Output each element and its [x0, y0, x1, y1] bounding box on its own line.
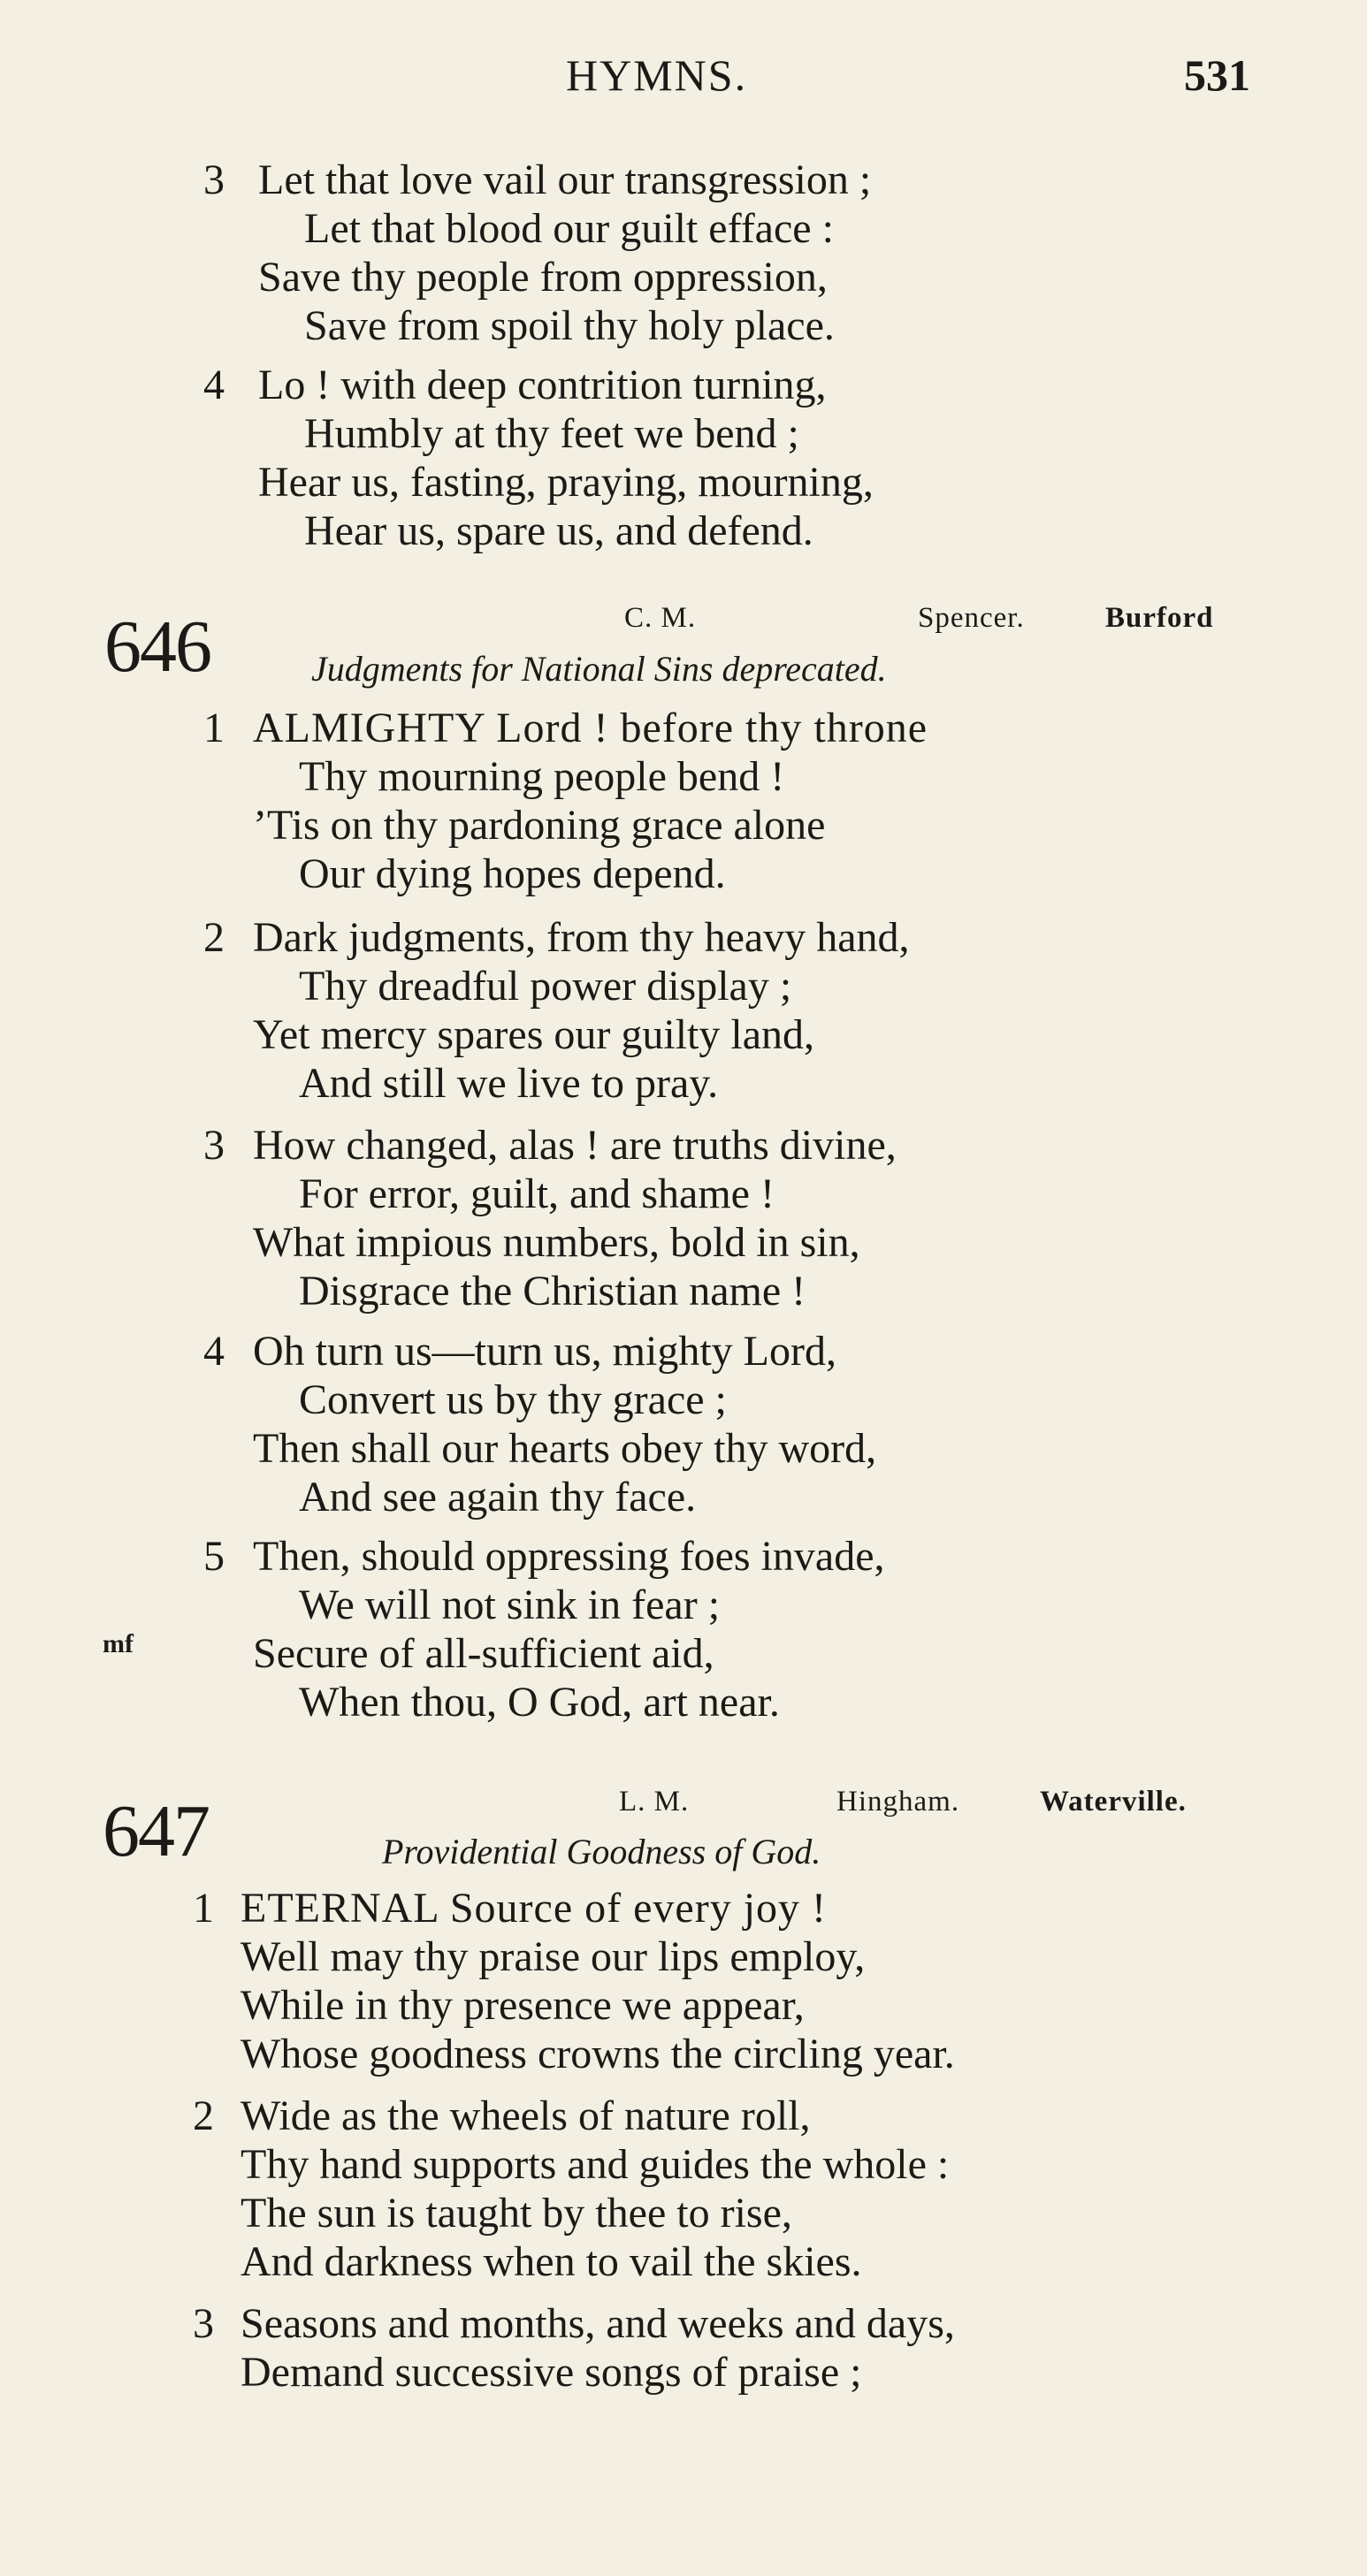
verse-line: Well may thy praise our lips employ,: [241, 1933, 866, 1980]
verse-number: 3: [203, 156, 225, 203]
verse-line: Thy mourning people bend !: [299, 753, 785, 800]
verse-line: Let that blood our guilt efface :: [304, 205, 834, 252]
verse-line: Demand successive songs of praise ;: [241, 2349, 862, 2396]
verse-line: Humbly at thy feet we bend ;: [304, 410, 799, 457]
dynamic-marking: mf: [103, 1629, 134, 1658]
verse-line: And see again thy face.: [299, 1474, 697, 1520]
tune-name: Spencer.: [918, 602, 1025, 634]
verse-line: ALMIGHTY Lord ! before thy throne: [253, 705, 928, 751]
verse-number: 4: [203, 362, 225, 408]
verse-line: What impious numbers, bold in sin,: [253, 1219, 860, 1266]
verse-line: Hear us, spare us, and defend.: [304, 507, 813, 554]
verse-line: Thy hand supports and guides the whole :: [241, 2141, 950, 2188]
verse-line: For error, guilt, and shame !: [299, 1170, 775, 1217]
verse-line: Thy dreadful power display ;: [299, 963, 792, 1010]
verse-line: Dark judgments, from thy heavy hand,: [253, 914, 910, 961]
verse-line: Oh turn us—turn us, mighty Lord,: [253, 1328, 836, 1375]
verse-number: 1: [193, 1885, 214, 1932]
verse-line: The sun is taught by thee to rise,: [241, 2190, 792, 2237]
verse-line: We will not sink in fear ;: [299, 1581, 721, 1628]
verse-line: Save from spoil thy holy place.: [304, 302, 835, 349]
running-header-title: HYMNS.: [566, 50, 748, 100]
verse-line: Then shall our hearts obey thy word,: [253, 1425, 877, 1472]
hymn-number: 646: [104, 606, 210, 688]
page-number: 531: [1184, 50, 1250, 100]
hymn-number: 647: [103, 1790, 209, 1872]
verse-number: 1: [203, 705, 225, 751]
verse-line: Then, should oppressing foes invade,: [253, 1533, 885, 1580]
tune-name: Waterville.: [1040, 1786, 1187, 1818]
verse-line: ’Tis on thy pardoning grace alone: [253, 802, 826, 849]
verse-line: Our dying hopes depend.: [299, 850, 726, 897]
verse-line: Lo ! with deep contrition turning,: [258, 362, 827, 408]
hymn-title: Providential Goodness of God.: [382, 1832, 821, 1871]
verse-line: Whose goodness crowns the circling year.: [241, 2031, 955, 2077]
verse-line: Seasons and months, and weeks and days,: [241, 2300, 955, 2347]
verse-number: 5: [203, 1533, 225, 1580]
verse-number: 3: [193, 2300, 214, 2347]
verse-line: Hear us, fasting, praying, mourning,: [258, 459, 874, 506]
verse-line: How changed, alas ! are truths divine,: [253, 1122, 897, 1169]
verse-line: And still we live to pray.: [299, 1060, 719, 1107]
verse-line: And darkness when to vail the skies.: [241, 2238, 862, 2285]
hymn-title: Judgments for National Sins deprecated.: [311, 649, 887, 689]
verse-line: Disgrace the Christian name !: [299, 1268, 806, 1315]
verse-line: Yet mercy spares our guilty land,: [253, 1011, 815, 1058]
verse-line: Secure of all-sufficient aid,: [253, 1630, 714, 1677]
verse-number: 2: [203, 914, 225, 961]
verse-line: When thou, O God, art near.: [299, 1679, 780, 1726]
verse-number: 4: [203, 1328, 225, 1375]
verse-line: Wide as the wheels of nature roll,: [241, 2092, 811, 2139]
tune-name: Burford: [1105, 602, 1214, 634]
tune-name: Hingham.: [836, 1786, 960, 1818]
verse-line: Convert us by thy grace ;: [299, 1376, 727, 1423]
meter: L. M.: [619, 1786, 690, 1818]
verse-line: Save thy people from oppression,: [258, 254, 828, 301]
verse-line: While in thy presence we appear,: [241, 1982, 805, 2029]
verse-number: 3: [203, 1122, 225, 1169]
verse-number: 2: [193, 2092, 214, 2139]
verse-line: ETERNAL Source of every joy !: [241, 1885, 828, 1932]
meter: C. M.: [624, 602, 697, 634]
verse-line: Let that love vail our transgression ;: [258, 156, 872, 203]
